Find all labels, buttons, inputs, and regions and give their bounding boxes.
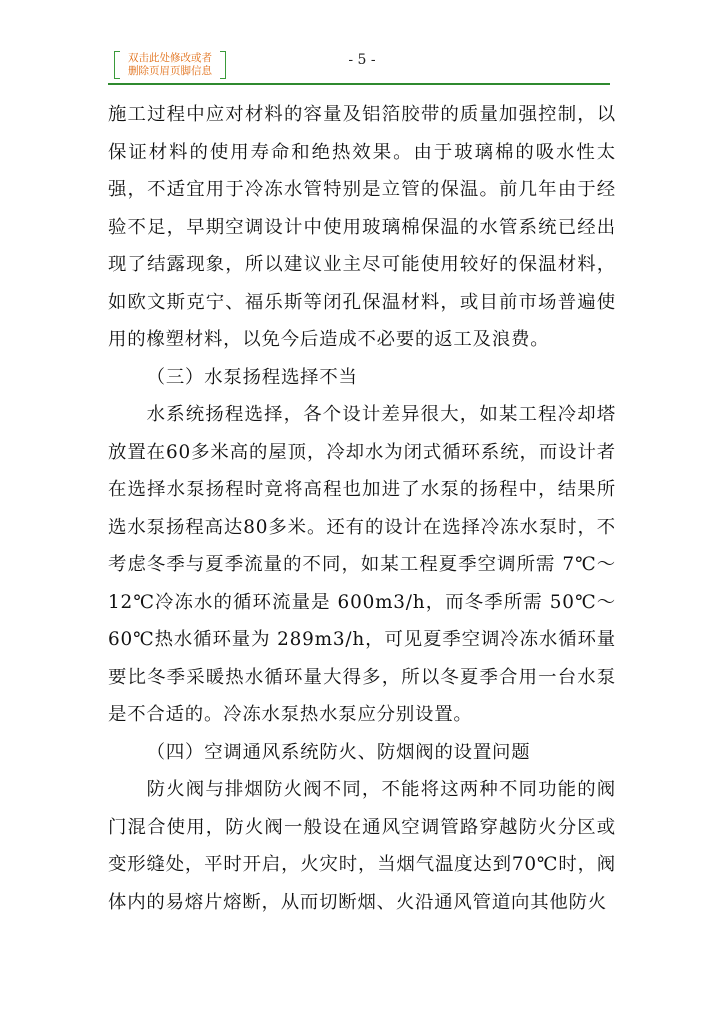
page-number: - 5 - [348,52,376,68]
section-heading-pump-head: （三）水泵扬程选择不当 [146,366,358,388]
paragraph-fire-damper: 防火阀与排烟防火阀不同，不能将这两种不同功能的阀门混合使用，防火阀一般设在通风空调管路穿越防火分区或变形缝处，平时开启，火灾时，当烟气温度达到70℃时，阀体内的易熔片熔断，从而切断烟、火沿通风管道向其他防火 [108,779,616,913]
header-note-line-1: 双击此处修改或者 [128,52,212,64]
document-body [108,96,616,921]
header-footer-edit-note[interactable] [114,51,226,79]
section-heading-fire-damper: （四）空调通风系统防火、防烟阀的设置问题 [146,741,531,763]
paragraph-pump-head: 水系统扬程选择，各个设计差异很大，如某工程冷却塔放置在60多米高的屋顶，冷却水为闭式循环系统，而设计者在选择水泵扬程时竟将高程也加进了水泵的扬程中，结果所选水泵扬程高达80多米。还有的设计在选择冷冻水泵时，不考虑冬季与夏季流量的不同，如某工程夏季空调所需 7℃～12℃冷冻水的循环流量是 600m3/h，而冬季所需 50℃～60℃热水循环量为 289m3/h，可见夏季空调冷冻水循环量要比冬季采暖热水循环量大得多，所以冬夏季合用一台水泵是不合适的。冷冻水泵热水泵应分别设置。 [108,404,616,725]
header-note-line-2: 删除页眉页脚信息 [128,65,212,77]
paragraph-insulation-materials: 施工过程中应对材料的容量及铝箔胶带的质量加强控制，以保证材料的使用寿命和绝热效果。由于玻璃棉的吸水性太强，不适宜用于冷冻水管特别是立管的保温。前几年由于经验不足，早期空调设计中使用玻璃棉保温的水管系统已经出现了结露现象，所以建议业主尽可能使用较好的保温材料，如欧文斯克宁、福乐斯等闭孔保温材料，或目前市场普遍使用的橡塑材料，以免今后造成不必要的返工及浪费。 [108,104,616,350]
header-divider [108,83,610,85]
